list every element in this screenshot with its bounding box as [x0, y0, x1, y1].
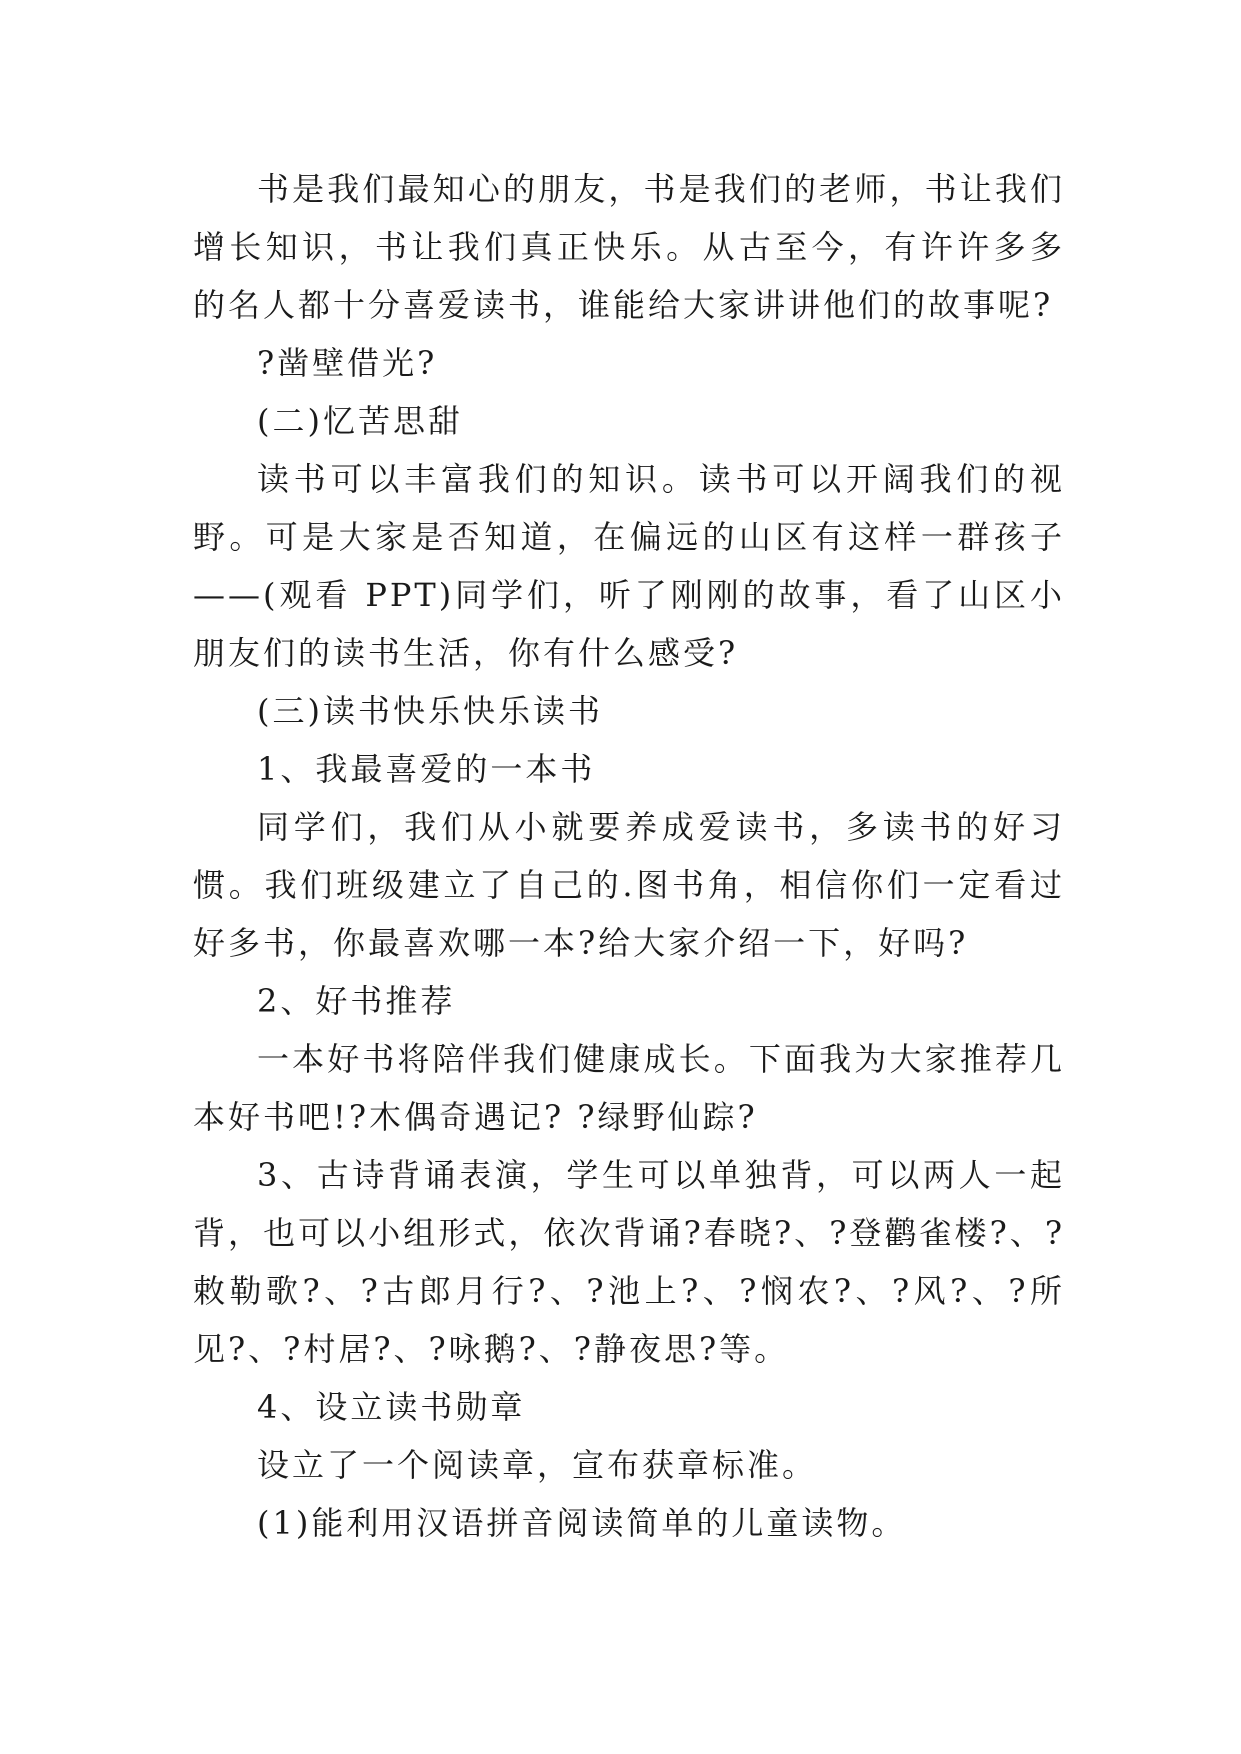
paragraph-mountain-children: 读书可以丰富我们的知识。读书可以开阔我们的视野。可是大家是否知道，在偏远的山区有这样一群孩子——(观看 PPT)同学们，听了刚刚的故事，看了山区小朋友们的读书生活，你有什么感受?	[193, 460, 1065, 672]
paragraph-book-recommend: 一本好书将陪伴我们健康成长。下面我为大家推荐几本好书吧!?木偶奇遇记? ?绿野仙踪?	[193, 1040, 1065, 1136]
section-heading-3: (三)读书快乐快乐读书	[257, 692, 603, 730]
paragraph-criterion-1: (1)能利用汉语拼音阅读简单的儿童读物。	[257, 1504, 907, 1542]
paragraph-reading-habit: 同学们，我们从小就要养成爱读书，多读书的好习惯。我们班级建立了自己的.图书角，相信你们一定看过好多书，你最喜欢哪一本?给大家介绍一下，好吗?	[193, 808, 1065, 962]
paragraph-badge: 设立了一个阅读章，宣布获章标准。	[257, 1446, 818, 1484]
section-heading-2: (二)忆苦思甜	[257, 402, 463, 440]
item-heading-2: 2、好书推荐	[257, 982, 456, 1020]
item-heading-1: 1、我最喜爱的一本书	[257, 750, 596, 788]
item-heading-4: 4、设立读书勋章	[257, 1388, 526, 1426]
document-body	[193, 160, 1065, 1552]
paragraph-poem-recital: 3、古诗背诵表演，学生可以单独背，可以两人一起背，也可以小组形式，依次背诵?春晓?、?登鹳雀楼?、?敕勒歌?、?古郎月行?、?池上?、?悯农?、?风?、?所见?、?村居?、?咏鹅?、?静夜思?等。	[193, 1156, 1065, 1368]
paragraph-intro: 书是我们最知心的朋友，书是我们的老师，书让我们增长知识，书让我们真正快乐。从古至今，有许许多多的名人都十分喜爱读书，谁能给大家讲讲他们的故事呢?	[193, 170, 1065, 324]
story-title-záobì: ?凿壁借光?	[257, 344, 438, 382]
